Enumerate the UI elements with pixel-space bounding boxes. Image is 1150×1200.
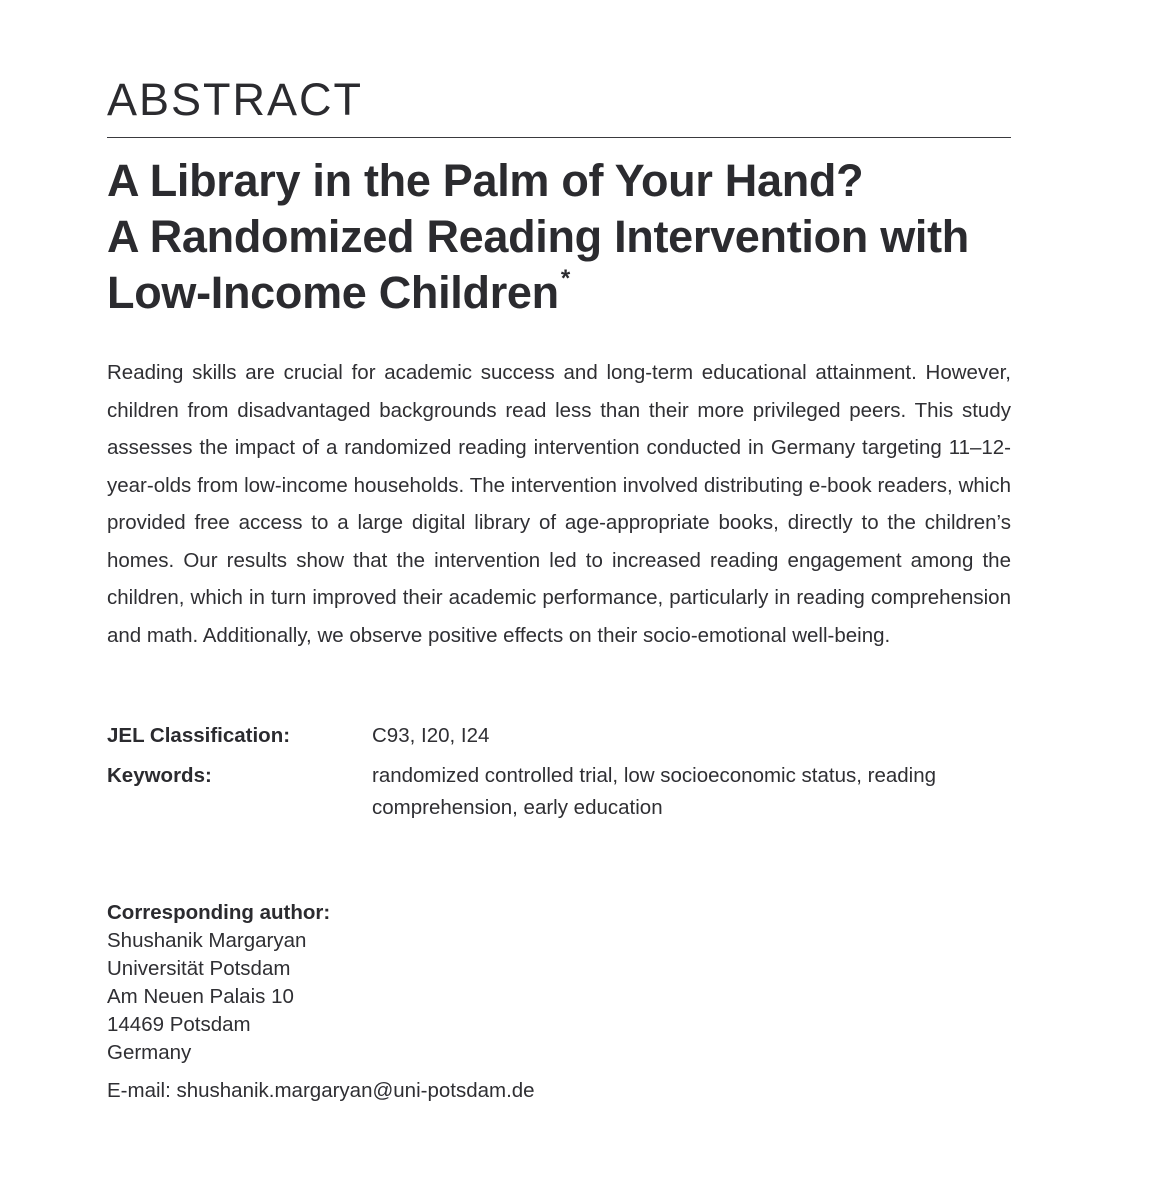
jel-classification-row xyxy=(107,720,1011,752)
author-street: Am Neuen Palais 10 xyxy=(107,985,294,1008)
corresponding-author-heading: Corresponding author: xyxy=(107,901,331,924)
jel-classification-label: JEL Classification: xyxy=(107,724,291,747)
paper-title xyxy=(107,153,1011,321)
keywords-label: Keywords: xyxy=(107,764,212,787)
title-line-3-text: Low-Income Children xyxy=(107,267,559,318)
paper-metadata xyxy=(107,720,1011,832)
keywords-value: randomized controlled trial, low socioeconomic status, reading comprehension, early education xyxy=(372,764,937,819)
jel-classification-value: C93, I20, I24 xyxy=(372,724,490,747)
title-line-2: A Randomized Reading Intervention with xyxy=(107,211,969,262)
author-email: E-mail: shushanik.margaryan@uni-potsdam.de xyxy=(107,1079,535,1102)
corresponding-author-block xyxy=(107,899,1011,1105)
title-line-1: A Library in the Palm of Your Hand? xyxy=(107,155,864,206)
title-footnote-mark: * xyxy=(560,265,570,292)
abstract-text: Reading skills are crucial for academic success and long-term educational attainment. However, children from disadvantaged backgrounds read less than their more privileged peers. This study assesses the impact of a randomized reading intervention conducted in Germany targeting 11–12-year-olds from low-income households. The intervention involved distributing e-book readers, which provided free access to a large digital library of age-appropriate books, directly to the children’s homes. Our results show that the intervention led to increased reading engagement among the children, which in turn improved their academic performance, particularly in reading comprehension and math. Additionally, we observe positive effects on their socio-emotional well-being. xyxy=(107,361,1011,647)
title-line-3 xyxy=(107,265,1011,321)
keywords-row xyxy=(107,760,1011,824)
author-institution: Universität Potsdam xyxy=(107,957,291,980)
author-city: 14469 Potsdam xyxy=(107,1013,251,1036)
author-country: Germany xyxy=(107,1041,192,1064)
header-divider xyxy=(107,137,1011,138)
author-name: Shushanik Margaryan xyxy=(107,929,307,952)
section-label: ABSTRACT xyxy=(107,74,364,125)
